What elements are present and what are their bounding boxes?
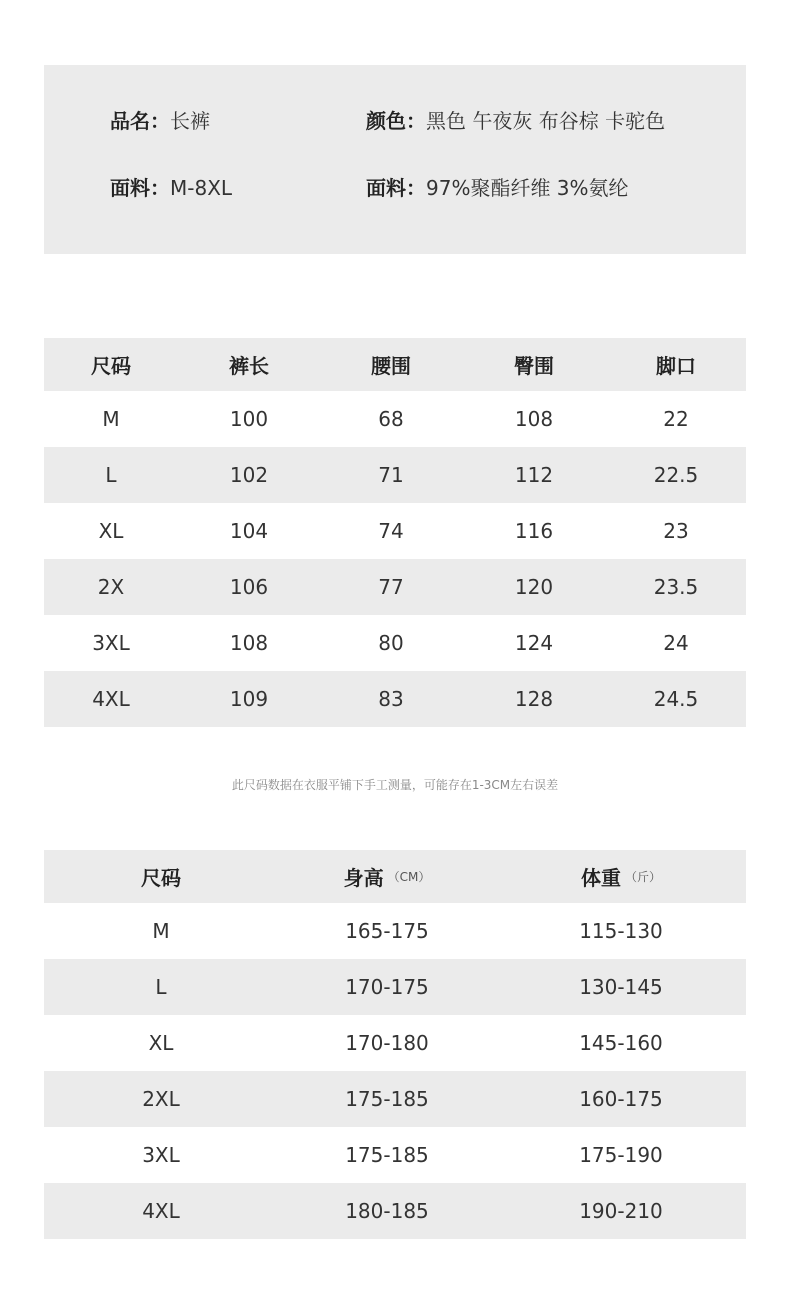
waist-cell: 83: [378, 687, 404, 711]
height-cell: 165-175: [345, 919, 429, 943]
table-row: [44, 903, 746, 959]
product-name: [110, 105, 210, 134]
size-cell: 3XL: [92, 631, 130, 655]
fit-size-cell: M: [152, 919, 170, 943]
height-cell: 180-185: [345, 1199, 429, 1223]
fit-size-cell: L: [155, 975, 167, 999]
table-row: [44, 503, 746, 559]
size-cell: L: [105, 463, 117, 487]
hem-header-cell: 脚口: [656, 354, 696, 378]
weight-cell: 115-130: [579, 919, 663, 943]
fit-table-header: [44, 850, 746, 903]
waist-cell: 74: [378, 519, 404, 543]
measurement-note: 此尺码数据在衣服平铺下手工测量，可能存在1-3CM左右误差: [231, 778, 559, 792]
size-header-cell: 尺码: [91, 354, 131, 378]
table-row: [44, 1127, 746, 1183]
length-cell: 106: [229, 575, 269, 599]
product-color-label: 颜色：: [366, 109, 426, 133]
product-name-label: 品名：: [110, 109, 170, 133]
weight-header-cell: [496, 850, 746, 903]
waist-cell: 71: [378, 463, 404, 487]
weight-cell: 190-210: [579, 1199, 663, 1223]
hem-cell: 22.5: [653, 463, 699, 487]
height-cell: 170-175: [345, 975, 429, 999]
product-fabric: [366, 172, 629, 201]
product-size-value: M-8XL: [170, 176, 233, 200]
hip-cell: 108: [514, 407, 554, 431]
height-cell: 175-185: [345, 1143, 429, 1167]
hem-cell: 22: [663, 407, 689, 431]
fit-size-cell: XL: [148, 1031, 174, 1055]
length-header-cell: 裤长: [229, 354, 269, 378]
hem-cell: 23.5: [653, 575, 699, 599]
table-row: [44, 559, 746, 615]
height-header-cell: [278, 850, 496, 903]
length-cell: 102: [229, 463, 269, 487]
table-row: [44, 959, 746, 1015]
product-color: [366, 105, 665, 134]
product-info-panel: [44, 65, 746, 254]
length-cell: 108: [229, 631, 269, 655]
size-cell: 2X: [97, 575, 125, 599]
weight-cell: 175-190: [579, 1143, 663, 1167]
size-table-header: [44, 338, 746, 391]
hem-cell: 24: [663, 631, 689, 655]
weight-cell: 145-160: [579, 1031, 663, 1055]
table-row: [44, 1183, 746, 1239]
product-fabric-label: 面料：: [366, 176, 426, 200]
hip-cell: 116: [514, 519, 554, 543]
fit-table: [44, 850, 746, 1239]
fit-size-header-cell: [44, 850, 278, 903]
waist-cell: 80: [378, 631, 404, 655]
height-header-label: 身高: [343, 866, 384, 890]
product-size-label: 面料：: [110, 176, 170, 200]
size-cell: M: [102, 407, 120, 431]
hip-cell: 112: [514, 463, 554, 487]
product-size-range: [110, 172, 232, 201]
product-color-value: 黑色 午夜灰 布谷棕 卡驼色: [426, 109, 666, 133]
waist-cell: 77: [378, 575, 404, 599]
waist-cell: 68: [378, 407, 404, 431]
size-table: [44, 338, 746, 727]
waist-header-cell: 腰围: [371, 354, 411, 378]
hip-header-cell: 臀围: [514, 354, 554, 378]
table-row: [44, 1071, 746, 1127]
weight-cell: 130-145: [579, 975, 663, 999]
height-cell: 170-180: [345, 1031, 429, 1055]
size-cell: XL: [98, 519, 124, 543]
product-name-value: 长裤: [170, 109, 210, 133]
length-cell: 104: [229, 519, 269, 543]
fit-size-header-label: 尺码: [141, 866, 181, 890]
table-row: [44, 447, 746, 503]
fit-size-cell: 3XL: [142, 1143, 180, 1167]
weight-unit: （斤）: [624, 870, 661, 884]
size-cell: 4XL: [92, 687, 130, 711]
hem-cell: 24.5: [653, 687, 699, 711]
table-row: [44, 671, 746, 727]
table-row: [44, 1015, 746, 1071]
fit-size-cell: 2XL: [142, 1087, 180, 1111]
weight-header-label: 体重: [580, 866, 621, 890]
height-cell: 175-185: [345, 1087, 429, 1111]
weight-cell: 160-175: [579, 1087, 663, 1111]
height-unit: （CM）: [387, 870, 431, 884]
product-fabric-value: 97%聚酯纤维 3%氨纶: [426, 176, 629, 200]
hip-cell: 128: [514, 687, 554, 711]
length-cell: 100: [229, 407, 269, 431]
hip-cell: 124: [514, 631, 554, 655]
hip-cell: 120: [514, 575, 554, 599]
hem-cell: 23: [663, 519, 689, 543]
table-row: [44, 615, 746, 671]
length-cell: 109: [229, 687, 269, 711]
table-row: [44, 391, 746, 447]
fit-size-cell: 4XL: [142, 1199, 180, 1223]
